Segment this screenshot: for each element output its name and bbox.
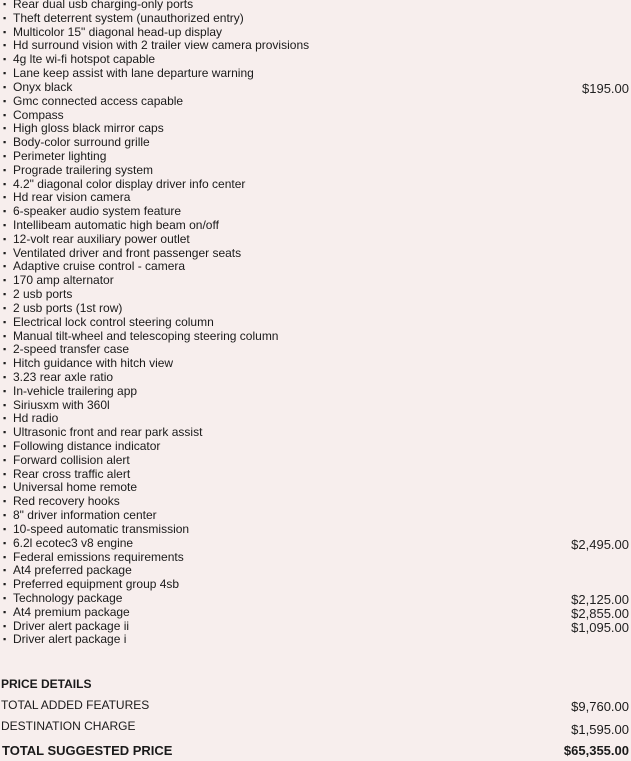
feature-item [0, 357, 631, 371]
feature-item [0, 136, 631, 150]
feature-label: Prograde trailering system [13, 162, 154, 177]
feature-item [0, 288, 631, 302]
bullet-icon: ▪ [3, 634, 7, 645]
feature-label: Hd radio [13, 411, 59, 426]
feature-item [0, 122, 631, 136]
feature-item [0, 109, 631, 123]
feature-item [0, 509, 631, 523]
feature-item [0, 26, 631, 40]
feature-label: Hd surround vision with 2 trailer view camera provisions [13, 38, 310, 53]
feature-item [0, 454, 631, 468]
total-suggested-price-row [0, 743, 631, 761]
feature-label: Hitch guidance with hitch view [13, 356, 174, 371]
bullet-icon: ▪ [3, 565, 7, 576]
bullet-icon: ▪ [3, 137, 7, 148]
feature-item [0, 606, 631, 620]
feature-item [0, 426, 631, 440]
bullet-icon: ▪ [3, 523, 7, 534]
feature-item [0, 371, 631, 385]
bullet-icon: ▪ [3, 468, 7, 479]
bullet-icon: ▪ [3, 496, 7, 507]
feature-label: 2-speed transfer case [13, 342, 130, 357]
feature-price: $195.00 [582, 80, 629, 96]
bullet-icon: ▪ [3, 413, 7, 424]
feature-item [0, 53, 631, 67]
bullet-icon: ▪ [3, 441, 7, 451]
feature-item [0, 578, 631, 592]
feature-label: Gmc connected access capable [13, 93, 184, 108]
feature-item [0, 260, 631, 274]
feature-item [0, 592, 631, 606]
feature-item [0, 67, 631, 81]
bullet-icon: ▪ [3, 427, 7, 438]
feature-item [0, 191, 631, 205]
feature-item [0, 468, 631, 482]
feature-label: 4.2" diagonal color display driver info center [13, 176, 246, 191]
feature-item [0, 219, 631, 233]
feature-label: Preferred equipment group 4sb [13, 577, 180, 592]
feature-label: 3.23 rear axle ratio [13, 369, 114, 384]
feature-label: Onyx black [13, 79, 73, 94]
bullet-icon: ▪ [3, 344, 7, 355]
destination-charge-label: DESTINATION CHARGE [1, 719, 136, 733]
feature-label: Federal emissions requirements [13, 549, 184, 564]
feature-item [0, 481, 631, 495]
total-suggested-price-value: $65,355.00 [563, 743, 629, 758]
feature-label: Multicolor 15" diagonal head-up display [13, 24, 223, 39]
bullet-icon: ▪ [3, 40, 7, 51]
feature-item [0, 302, 631, 316]
feature-item [0, 247, 631, 261]
feature-label: Compass [13, 107, 64, 122]
bullet-icon: ▪ [3, 454, 7, 465]
feature-item [0, 564, 631, 578]
feature-item [0, 440, 631, 454]
bullet-icon: ▪ [3, 316, 7, 327]
total-added-features-label: TOTAL ADDED FEATURES [1, 698, 150, 712]
bullet-icon: ▪ [3, 192, 7, 203]
feature-item [0, 274, 631, 288]
feature-item [0, 399, 631, 413]
bullet-icon: ▪ [3, 206, 7, 217]
bullet-icon: ▪ [3, 551, 7, 562]
feature-item [0, 316, 631, 330]
bullet-icon: ▪ [3, 26, 7, 37]
bullet-icon: ▪ [3, 371, 7, 382]
feature-label: Following distance indicator [13, 439, 161, 453]
bullet-icon: ▪ [3, 0, 7, 9]
feature-label: Technology package [13, 590, 123, 605]
total-added-features-value: $9,760.00 [571, 699, 629, 714]
bullet-icon: ▪ [3, 233, 7, 244]
feature-label: Rear cross traffic alert [13, 466, 131, 481]
bullet-icon: ▪ [3, 261, 7, 272]
feature-item [0, 164, 631, 178]
feature-label: Ultrasonic front and rear park assist [13, 425, 203, 440]
destination-charge-row [0, 719, 631, 737]
bullet-icon: ▪ [3, 606, 7, 617]
feature-item [0, 12, 631, 26]
feature-label: 6.2l ecotec3 v8 engine [13, 535, 134, 550]
feature-label: 2 usb ports (1st row) [13, 300, 123, 315]
feature-label: Rear dual usb charging-only ports [13, 0, 194, 11]
bullet-icon: ▪ [3, 358, 7, 369]
bullet-icon: ▪ [3, 247, 7, 258]
bullet-icon: ▪ [3, 510, 7, 521]
feature-label: Electrical lock control steering column [13, 314, 214, 329]
price-details-heading: PRICE DETAILS [1, 677, 92, 691]
feature-item [0, 343, 631, 357]
bullet-icon: ▪ [3, 385, 7, 396]
feature-label: Intellibeam automatic high beam on/off [13, 218, 219, 232]
feature-item [0, 178, 631, 192]
feature-item [0, 523, 631, 537]
feature-label: Universal home remote [13, 480, 138, 495]
bullet-icon: ▪ [3, 482, 7, 493]
feature-label: Theft deterrent system (unauthorized entry) [13, 10, 244, 25]
feature-label: 8" driver information center [13, 508, 157, 523]
bullet-icon: ▪ [3, 289, 7, 300]
total-added-features-row [0, 698, 631, 716]
feature-item [0, 551, 631, 565]
feature-label: Driver alert package i [13, 632, 127, 647]
feature-item [0, 205, 631, 219]
feature-price: $2,855.00 [571, 605, 629, 621]
feature-label: 4g lte wi-fi hotspot capable [13, 52, 156, 67]
bullet-icon: ▪ [3, 150, 7, 161]
feature-label: Red recovery hooks [13, 494, 120, 509]
feature-label: Ventilated driver and front passenger seats [13, 245, 242, 260]
bullet-icon: ▪ [3, 12, 7, 23]
feature-label: 170 amp alternator [13, 273, 114, 288]
bullet-icon: ▪ [3, 579, 7, 590]
feature-label: Body-color surround grille [13, 135, 150, 150]
feature-item [0, 81, 631, 95]
feature-label: 6-speaker audio system feature [13, 204, 182, 219]
bullet-icon: ▪ [3, 302, 7, 313]
feature-label: 10-speed automatic transmission [13, 521, 190, 536]
bullet-icon: ▪ [3, 81, 7, 92]
feature-label: At4 premium package [13, 604, 130, 619]
feature-label: Siriusxm with 360l [13, 397, 110, 412]
feature-label: 12-volt rear auxiliary power outlet [13, 231, 190, 246]
bullet-icon: ▪ [3, 164, 7, 175]
feature-label: Perimeter lighting [13, 148, 107, 163]
feature-label: At4 preferred package [13, 563, 132, 578]
feature-item [0, 233, 631, 247]
bullet-icon: ▪ [3, 220, 7, 230]
feature-label: 2 usb ports [13, 287, 73, 302]
feature-item [0, 495, 631, 509]
feature-item [0, 150, 631, 164]
feature-item [0, 385, 631, 399]
destination-charge-value: $1,595.00 [571, 722, 629, 737]
feature-item [0, 412, 631, 426]
bullet-icon: ▪ [3, 399, 7, 410]
bullet-icon: ▪ [3, 68, 7, 79]
total-suggested-price-label: TOTAL SUGGESTED PRICE [2, 743, 173, 758]
bullet-icon: ▪ [3, 123, 7, 134]
feature-item [0, 620, 631, 634]
bullet-icon: ▪ [3, 537, 7, 548]
bullet-icon: ▪ [3, 54, 7, 65]
feature-label: Adaptive cruise control - camera [13, 259, 186, 274]
feature-price: $1,095.00 [571, 619, 629, 635]
bullet-icon: ▪ [3, 178, 7, 189]
feature-label: Forward collision alert [13, 452, 130, 467]
bullet-icon: ▪ [3, 95, 7, 106]
feature-label: Lane keep assist with lane departure warning [13, 66, 254, 81]
bullet-icon: ▪ [3, 592, 7, 603]
bullet-icon: ▪ [3, 330, 7, 341]
bullet-icon: ▪ [3, 275, 7, 286]
feature-item [0, 633, 631, 647]
bullet-icon: ▪ [3, 109, 7, 120]
feature-label: Hd rear vision camera [13, 190, 131, 205]
feature-price: $2,125.00 [571, 591, 629, 607]
feature-label: Driver alert package ii [13, 618, 130, 633]
feature-item [0, 95, 631, 109]
feature-item [0, 330, 631, 344]
bullet-icon: ▪ [3, 620, 7, 631]
feature-label: In-vehicle trailering app [13, 383, 138, 398]
feature-item [0, 537, 631, 551]
feature-label: High gloss black mirror caps [13, 121, 164, 136]
feature-price: $2,495.00 [571, 536, 629, 552]
feature-label: Manual tilt-wheel and telescoping steering column [13, 328, 279, 343]
feature-item [0, 39, 631, 53]
